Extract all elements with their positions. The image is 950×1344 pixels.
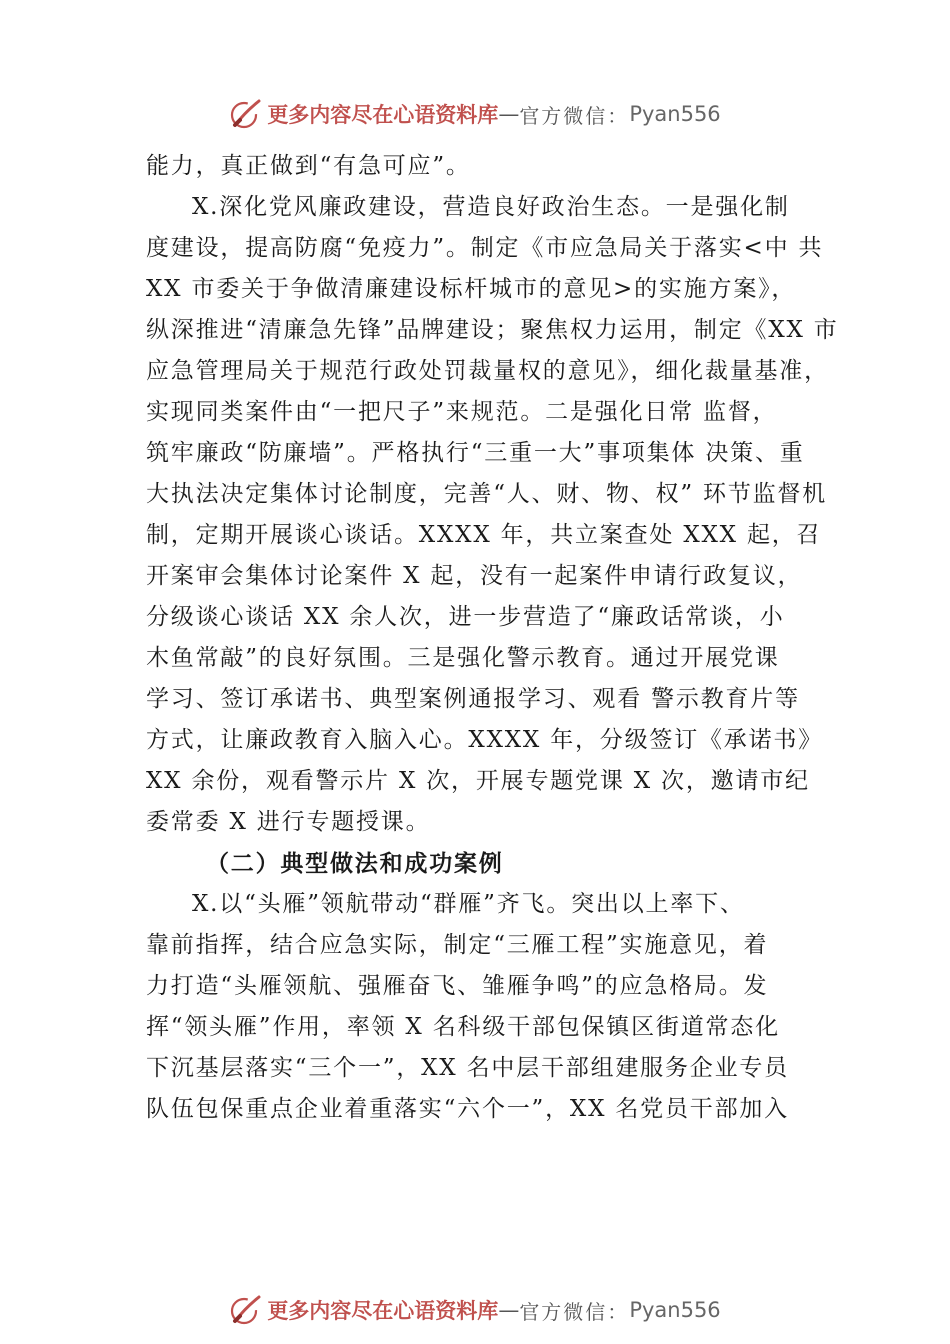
paragraph-start-line: X.深化党风廉政建设，营造良好政治生态。一是强化制	[192, 194, 790, 220]
text-line: 木鱼常敲”的良好氛围。三是强化警示教育。通过开展党课	[146, 645, 780, 671]
text-line: 分级谈心谈话 XX 余人次，进一步营造了“廉政话常谈，小	[146, 604, 785, 630]
document-body	[146, 146, 846, 1130]
text-line: 制，定期开展谈心谈话。XXXX 年，共立案查处 XXX 起，召	[146, 522, 822, 548]
text-line: 方式，让廉政教育入脑入心。XXXX 年，分级签订《承诺书》	[146, 727, 824, 753]
text-line: 学习、签订承诺书、典型案例通报学习、观看 警示教育片等	[146, 686, 800, 712]
section-heading: （二）典型做法和成功案例	[206, 850, 504, 877]
text-line: 大执法决定集体讨论制度，完善“人、财、物、权” 环节监督机	[146, 481, 828, 507]
text-line: 度建设，提高防腐“免疫力”。制定《市应急局关于落实<中 共	[146, 235, 824, 261]
text-line: 下沉基层落实“三个一”，XX 名中层干部组建服务企业专员	[146, 1055, 789, 1081]
text-line: 纵深推进“清廉急先锋”品牌建设；聚焦权力运用，制定《XX 市	[146, 317, 839, 343]
text-line: 靠前指挥，结合应急实际，制定“三雁工程”实施意见，着	[146, 932, 769, 958]
paragraph-start-line: X.以“头雁”领航带动“群雁”齐飞。突出以上率下、	[192, 891, 745, 917]
brush-logo-icon	[229, 97, 263, 131]
text-line: 力打造“头雁领航、强雁奋飞、雏雁争鸣”的应急格局。发	[146, 973, 769, 999]
header-watermark	[0, 94, 950, 134]
text-line: 实现同类案件由“一把尺子”来规范。二是强化日常 监督，	[146, 399, 778, 425]
watermark-wechat-label: 官方微信：	[519, 103, 630, 128]
watermark-brand: 更多内容尽在心语资料库	[267, 1298, 499, 1323]
text-line: 队伍包保重点企业着重落实“六个一”，XX 名党员干部加入	[146, 1096, 789, 1122]
text-line: XX 市委关于争做清廉建设标杆城市的意见>的实施方案》，	[146, 276, 797, 302]
watermark-brand: 更多内容尽在心语资料库	[267, 102, 499, 127]
text-line: 应急管理局关于规范行政处罚裁量权的意见》，细化裁量基准，	[146, 358, 829, 384]
text-line: 能力，真正做到“有急可应”。	[146, 153, 471, 179]
text-line: 筑牢廉政“防廉墙”。严格执行“三重一大”事项集体 决策、重	[146, 440, 805, 466]
watermark-dash: —	[498, 1298, 520, 1322]
watermark-wechat-label: 官方微信：	[519, 1299, 630, 1324]
text-line: XX 余份，观看警示片 X 次，开展专题党课 X 次，邀请市纪	[146, 768, 810, 794]
footer-watermark	[0, 1290, 950, 1330]
watermark-wechat-id: Pyan556	[629, 102, 721, 126]
watermark-wechat-id: Pyan556	[629, 1298, 721, 1322]
brush-logo-icon	[229, 1293, 263, 1327]
watermark-dash: —	[498, 102, 520, 126]
text-line: 开案审会集体讨论案件 X 起，没有一起案件申请行政复议，	[146, 563, 803, 589]
text-line: 挥“领头雁”作用，率领 X 名科级干部包保镇区街道常态化	[146, 1014, 780, 1040]
text-line: 委常委 X 进行专题授课。	[146, 809, 431, 835]
